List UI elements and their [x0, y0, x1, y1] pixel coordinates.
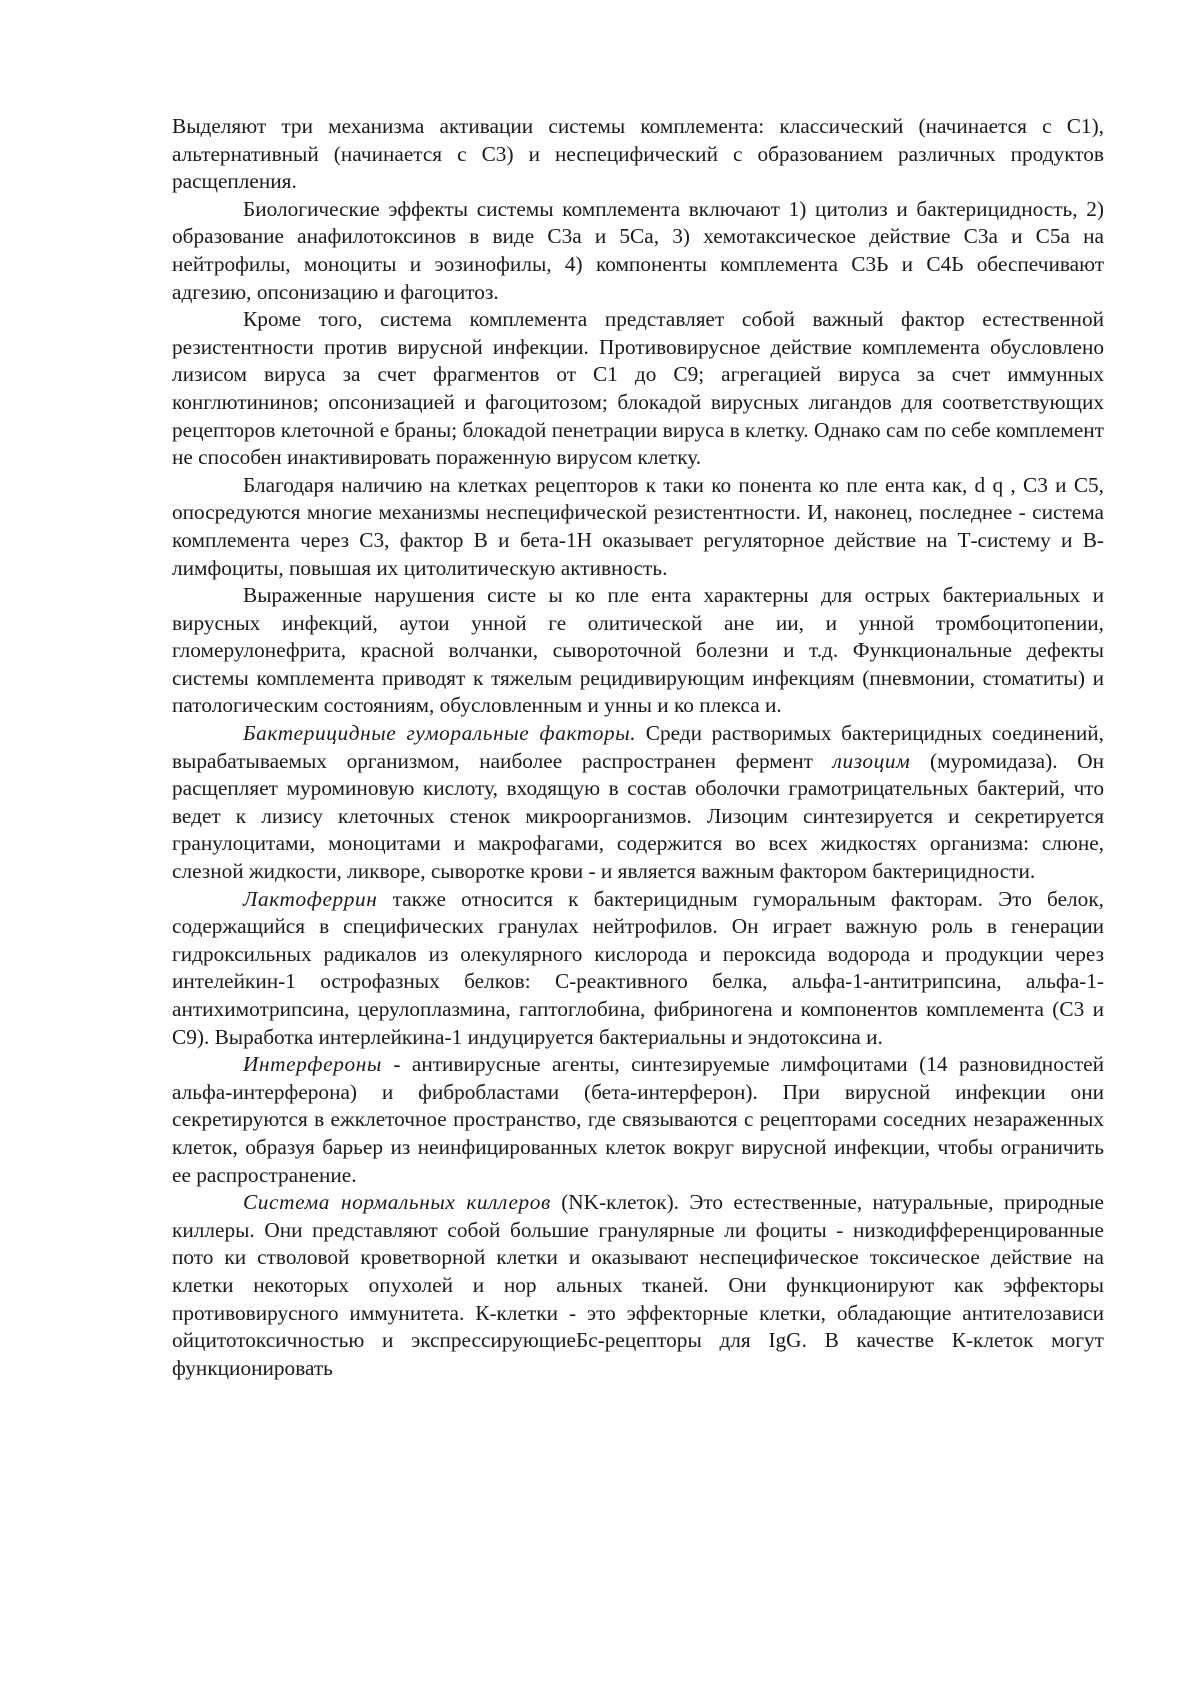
text-run: также относится к бактерицидным гуморальным факторам. Это белок, содержащийся в специфических гранулах нейтрофилов. Он играет важную роль в генерации гидроксильных радикалов из олекулярного кислорода и пероксида водорода и продукции через интелейкин-1 острофазных белков: С-реактивного белка, альфа-1-антитрипсина, альфа-1-антихимотрипсина, церулоплазмина, гаптоглобина, фибриногена и компонентов комплемента (С3 и С9). Выработка интерлейкина-1 индуцируется бактериальны и эндотоксина и.	[172, 886, 1104, 1049]
italic-term: Лактоферрин	[243, 886, 378, 911]
text-run: Благодаря наличию на клетках рецепторов к таки ко понента ко пле ента как, d q , С3 и С5, опосредуются многие механизмы неспецифической резистентности. И, наконец, последнее - система комплемента через С3, фактор В и бета-1Н оказывает регуляторное действие на Т-систему и В-лимфоциты, повышая их цитолитическую активность.	[172, 472, 1104, 580]
paragraph-3	[172, 306, 1104, 472]
paragraph-2	[172, 196, 1104, 306]
document-page	[172, 113, 1104, 1382]
italic-term: Интерфероны	[243, 1052, 382, 1077]
paragraph-lactoferrin	[172, 886, 1104, 1052]
text-run: (муромидаза). Он расщепляет муроминовую кислоту, входящую в состав оболочки грамотрицательных бактерий, что ведет к лизису клеточных стенок микроорганизмов. Лизоцим синтезируется и секретируется гранулоцитами, моноцитами и макрофагами, содержится во всех жидкостях организма: слюне, слезной жидкости, ликворе, сыворотке крови - и является важным фактором бактерицидности.	[172, 748, 1104, 884]
paragraph-bactericidal-factors	[172, 720, 1104, 886]
paragraph-5	[172, 582, 1104, 720]
italic-term: Бактерицидные гуморальные факторы.	[243, 721, 637, 746]
paragraph-4	[172, 472, 1104, 582]
text-run: Среди растворимых бактерицидных соединений, вырабатываемых организмом, наиболее распространен фермент	[172, 721, 1104, 773]
text-run: Кроме того, система комплемента представляет собой важный фактор естественной резистентности против вирусной инфекции. Противовирусное действие комплемента обусловлено лизисом вируса за счет фрагментов от С1 до С9; агрегацией вируса за счет иммунных конглютининов; опсонизацией и фагоцитозом; блокадой вирусных лигандов для соответствующих рецепторов клеточной е браны; блокадой пенетрации вируса в клетку. Однако сам по себе комплемент не способен инактивировать пораженную вирусом клетку.	[172, 307, 1104, 470]
paragraph-1	[172, 113, 1104, 196]
text-run: (NK-клеток). Это естественные, натуральные, природные киллеры. Они представляют собой большие гранулярные ли фоциты - низкодифференцированные пото ки стволовой кроветворной клетки и оказывают неспецифическое токсическое действие на клетки некоторых опухолей и нор альных тканей. Они функционируют как эффекторы противовирусного иммунитета. К-клетки - это эффекторные клетки, обладающие антителозависи ойцитотоксичностью и экспрессирующиеБс-рецепторы для IgG. В качестве К-клеток могут функционировать	[172, 1190, 1104, 1380]
paragraph-nk-cells	[172, 1189, 1104, 1382]
text-run: Выраженные нарушения систе ы ко пле ента характерны для острых бактериальных и вирусных инфекций, аутои унной ге олитической ане ии, и унной тромбоцитопении, гломерулонефрита, красной волчанки, сывороточной болезни и т.д. Функциональные дефекты системы комплемента приводят к тяжелым рецидивирующим инфекциям (пневмонии, стоматиты) и патологическим состояниям, обусловленным и унны и ко плекса и.	[172, 583, 1104, 718]
text-run: Биологические эффекты системы комплемента включают 1) цитолиз и бактерицидность, 2) образование анафилотоксинов в виде С3а и 5Са, 3) хемотаксическое действие С3а и С5а на нейтрофилы, моноциты и эозинофилы, 4) компоненты комплемента С3Ь и С4Ь обеспечивают адгезию, опсонизацию и фагоцитоз.	[172, 196, 1104, 304]
italic-term: лизоцим	[832, 748, 911, 773]
text-run: Выделяют три механизма активации системы комплемента: классический (начинается с С1), альтернативный (начинается с С3) и неспецифический с образованием различных продуктов расщепления.	[172, 114, 1104, 194]
paragraph-interferons	[172, 1051, 1104, 1189]
italic-term: Система нормальных киллеров	[243, 1190, 551, 1215]
text-run: - антивирусные агенты, синтезируемые лимфоцитами (14 разновидностей альфа-интерферона) и фибробластами (бета-интерферон). При вирусной инфекции они секретируются в ежклеточное пространство, где связываются с рецепторами соседних незараженных клеток, образуя барьер из неинфицированных клеток вокруг вирусной инфекции, чтобы ограничить ее распространение.	[172, 1052, 1104, 1187]
